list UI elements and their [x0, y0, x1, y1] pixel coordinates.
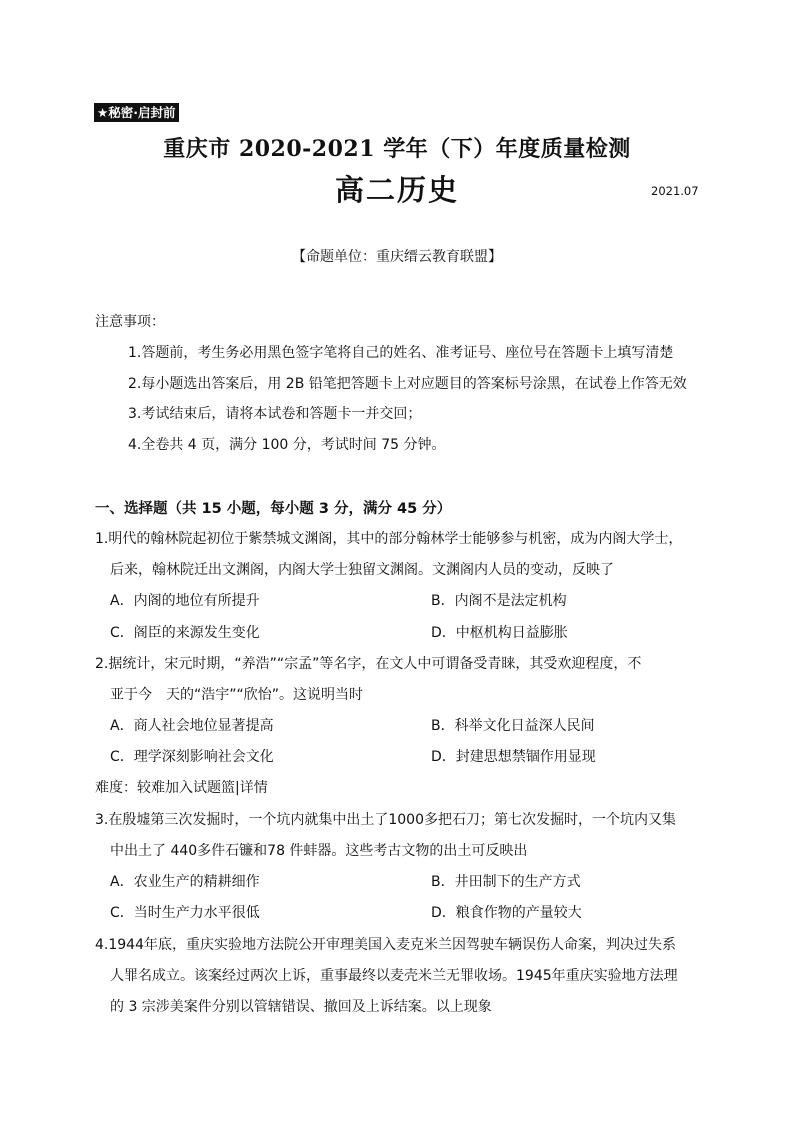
- question-3-option-d: D．粮食作物的产量较大: [431, 905, 582, 921]
- difficulty-note: 难度：较难加入试题篮|详情: [95, 780, 268, 796]
- question-2-text: 亚于今 天的“浩宇”“欣怡”。这说明当时: [110, 687, 364, 703]
- question-4-text: 人罪名成立。该案经过两次上诉，重事最终以麦壳米兰无罪收场。1945年重庆实验地方法理: [110, 968, 678, 984]
- subject-title: 高二历史: [334, 173, 459, 207]
- question-2-text: 2.据统计，宋元时期，“养浩”“宗孟”等名字，在文人中可谓备受青睐，其受欢迎程度，不: [95, 656, 642, 672]
- question-1-text: 1.明代的翰林院起初位于紫禁城文渊阁，其中的部分翰林学士能够参与机密，成为内阁大学士，: [95, 531, 683, 547]
- confidential-label: ★秘密·启封前: [94, 103, 179, 122]
- question-3-text: 中出土了 440多件石镰和78 件蚌器。这些考古文物的出土可反映出: [110, 843, 528, 859]
- question-4-text: 4.1944年底，重庆实验地方法院公开审理美国入麦克米兰因驾驶车辆误伤人命案，判决过失系: [95, 937, 676, 953]
- question-2-option-a: A．商人社会地位显著提高: [110, 718, 274, 734]
- question-3-option-a: A．农业生产的精耕细作: [110, 874, 260, 890]
- question-2-option-d: D．封建思想禁锢作用显现: [431, 749, 596, 765]
- question-3-option-b: B．井田制下的生产方式: [431, 874, 581, 890]
- notice-item: 3.考试结束后，请将本试卷和答题卡一并交回；: [128, 406, 422, 422]
- notice-item: 1.答题前，考生务必用黑色签字笔将自己的姓名、准考证号、座位号在答题卡上填写清楚: [128, 345, 674, 361]
- question-3-text: 3.在殷墟第三次发掘时，一个坑内就集中出土了1000多把石刀；第七次发掘时，一个坑内又集: [95, 812, 676, 828]
- issuer-line: 【命题单位：重庆缙云教育联盟】: [292, 249, 502, 265]
- question-4-text: 的 3 宗涉美案件分别以管辖错误、撤回及上诉结案。以上现象: [110, 999, 492, 1015]
- question-2-option-c: C．理学深刻影响社会文化: [110, 749, 274, 765]
- exam-title: 重庆市 2020-2021 学年（下）年度质量检测: [163, 136, 631, 162]
- question-1-option-a: A．内阁的地位有所提升: [110, 593, 260, 609]
- question-2-option-b: B．科举文化日益深人民间: [431, 718, 595, 734]
- question-1-text: 后来，翰林院迁出文渊阁，内阁大学士独留文渊阁。文渊阁内人员的变动，反映了: [110, 562, 614, 578]
- question-1-option-d: D．中枢机构日益膨胀: [431, 625, 568, 641]
- section-heading: 一、选择题（共 15 小题，每小题 3 分，满分 45 分）: [95, 501, 452, 517]
- question-3-option-c: C．当时生产力水平很低: [110, 905, 260, 921]
- notice-item: 4.全卷共 4 页，满分 100 分，考试时间 75 分钟。: [128, 437, 446, 453]
- question-1-option-c: C．阁臣的来源发生变化: [110, 625, 260, 641]
- exam-date: 2021.07: [651, 184, 699, 198]
- notice-item: 2.每小题选出答案后，用 2B 铅笔把答题卡上对应题目的答案标号涂黑，在试卷上作答无效: [128, 376, 687, 392]
- notices-heading: 注意事项：: [95, 314, 165, 330]
- question-1-option-b: B．内阁不是法定机构: [431, 593, 567, 609]
